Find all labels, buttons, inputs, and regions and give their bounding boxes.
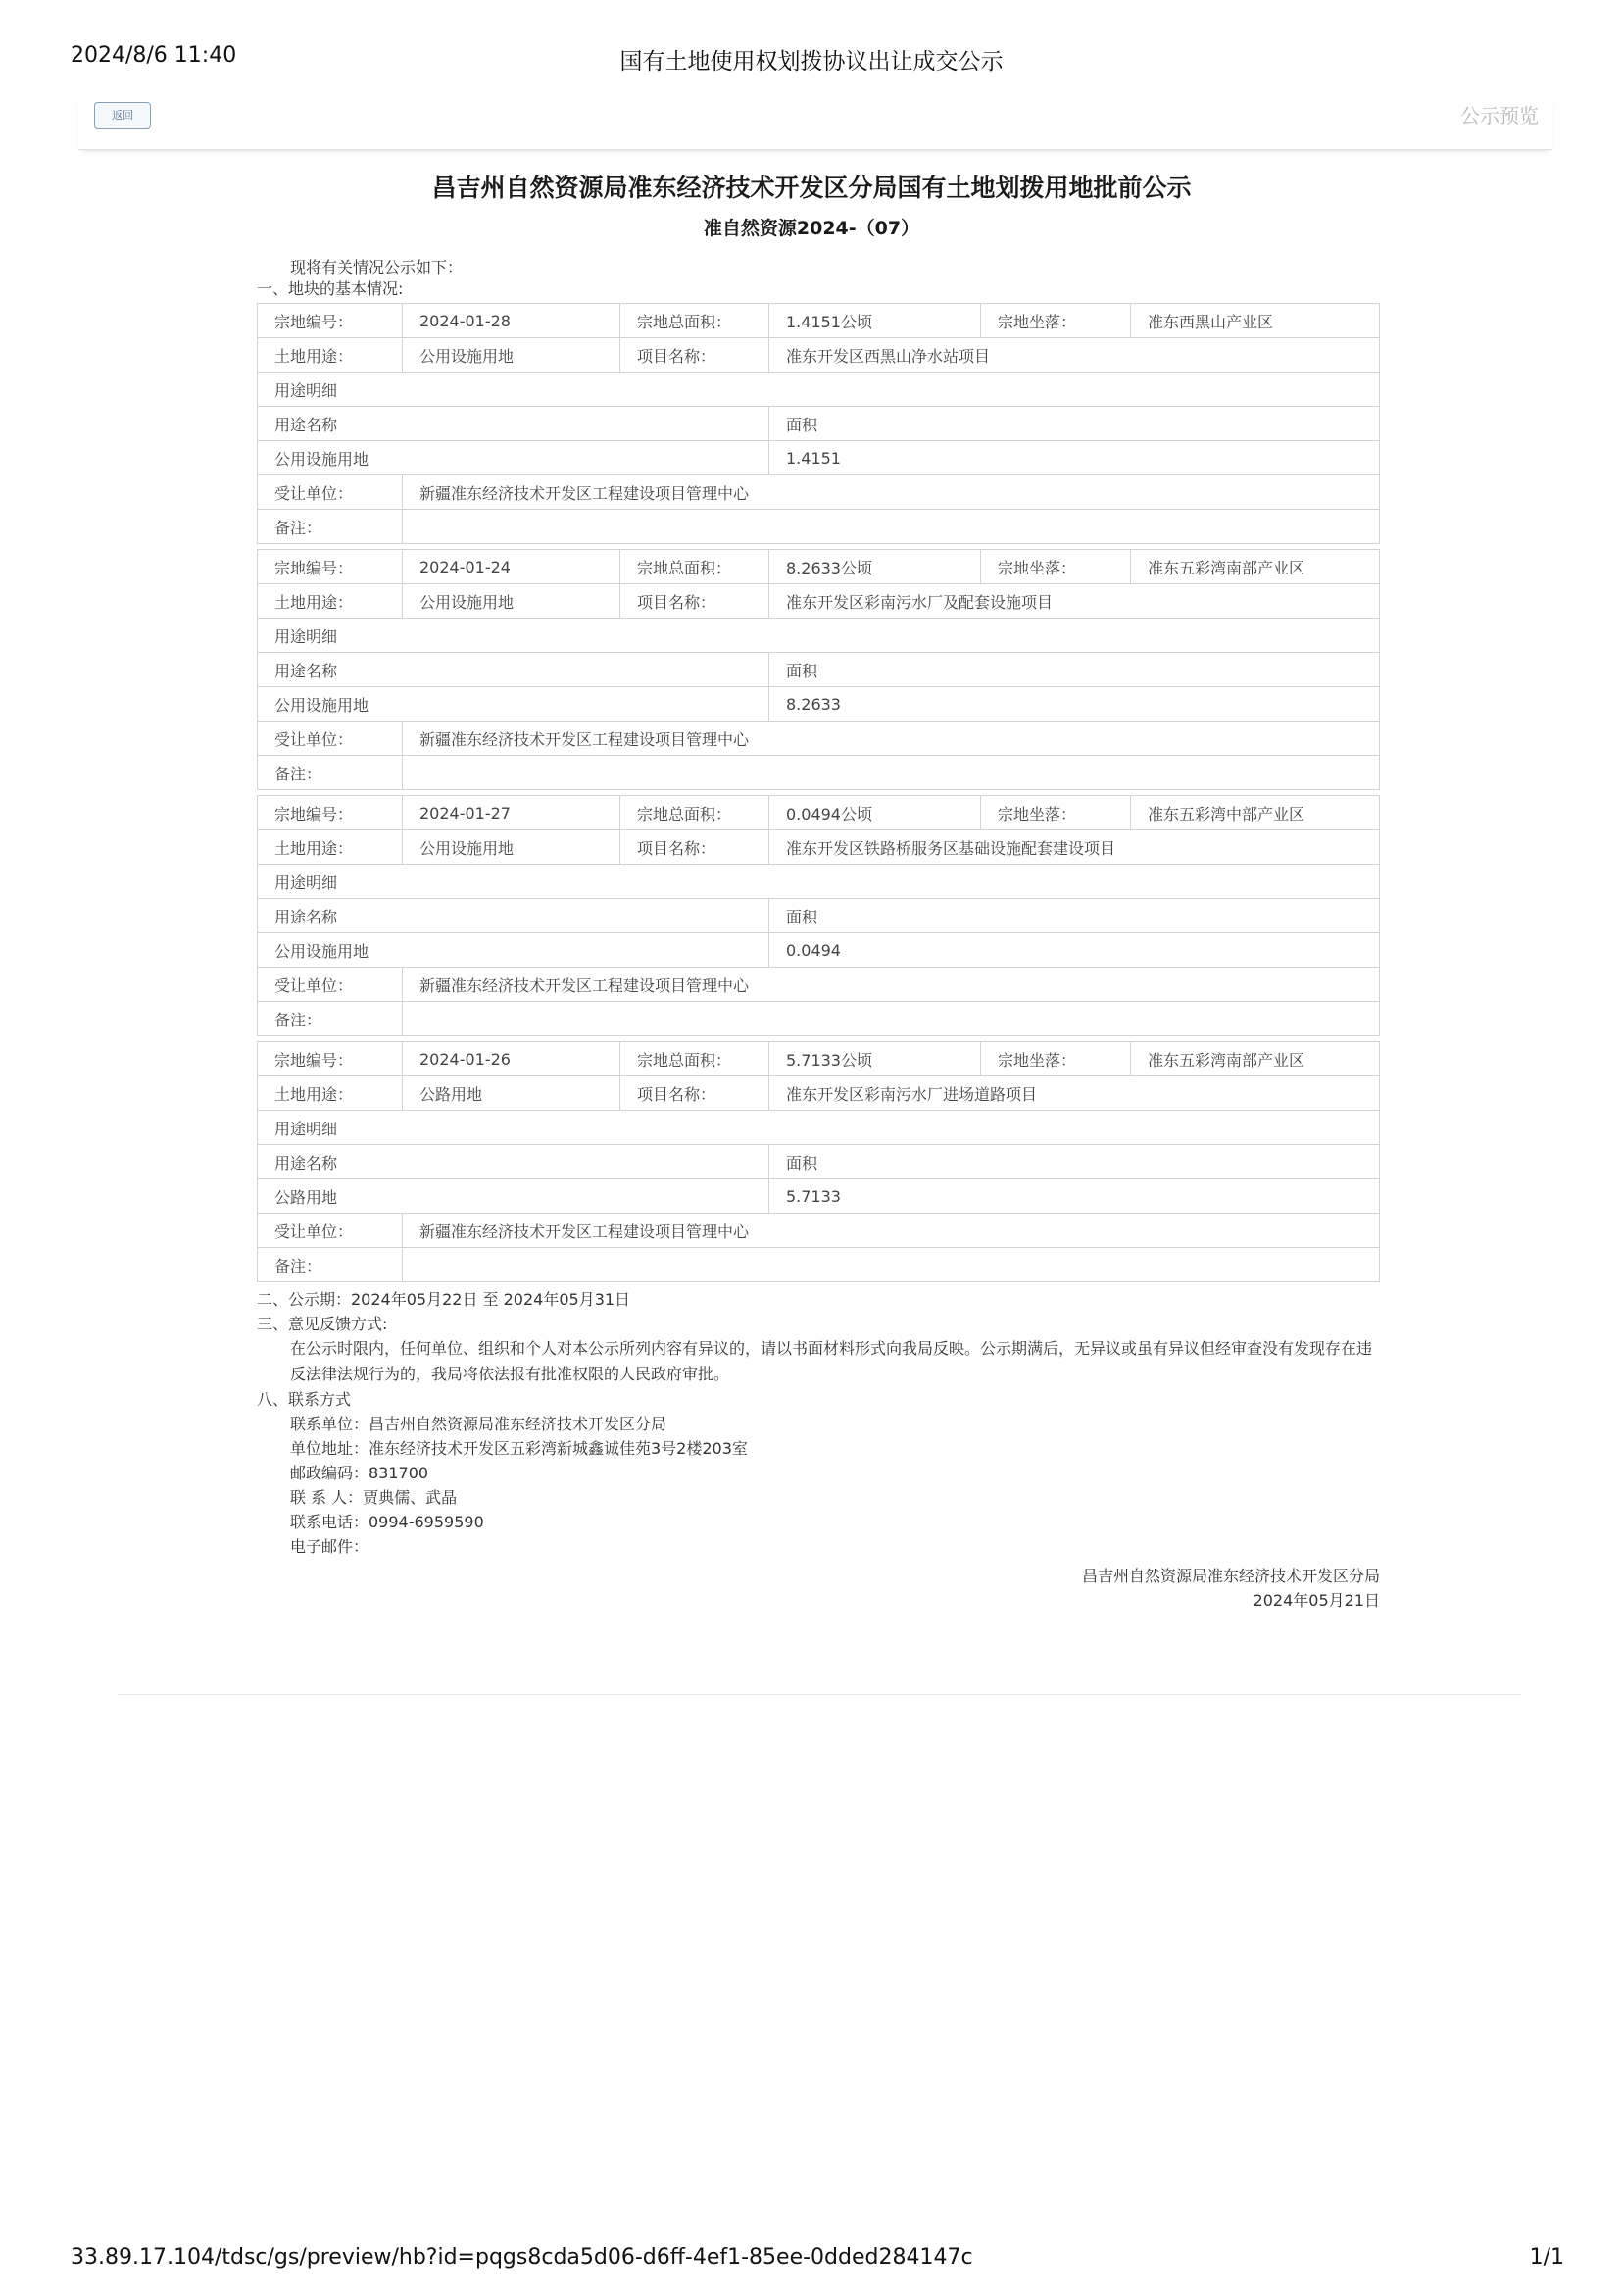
grantee-value: 新疆准东经济技术开发区工程建设项目管理中心 (403, 1214, 1380, 1248)
contact-person: 联 系 人：贾典儒、武晶 (290, 1488, 458, 1507)
table-row (258, 304, 1380, 338)
detail-area-value: 5.7133 (769, 1179, 1380, 1214)
total-area-value: 1.4151公顷 (769, 304, 981, 338)
table-row (258, 550, 1380, 584)
back-button[interactable]: 返回 (94, 102, 151, 129)
print-footer-url: 33.89.17.104/tdsc/gs/preview/hb?id=pqgs8cda5d06-d6ff-4ef1-85ee-0dded284147c (71, 2245, 973, 2270)
remarks-label: 备注： (258, 756, 403, 790)
table-row (258, 338, 1380, 373)
total-area-value: 0.0494公顷 (769, 796, 981, 830)
location-value: 准东西黑山产业区 (1131, 304, 1380, 338)
location-label: 宗地坐落： (981, 796, 1131, 830)
remarks-label: 备注： (258, 1002, 403, 1036)
detail-area-value: 8.2633 (769, 687, 1380, 722)
grantee-label: 受让单位： (258, 1214, 403, 1248)
table-row (258, 1042, 1380, 1076)
location-label: 宗地坐落： (981, 304, 1131, 338)
land-use-value: 公用设施用地 (403, 584, 620, 619)
table-row (258, 441, 1380, 475)
parcel-no-value: 2024-01-28 (403, 304, 620, 338)
total-area-label: 宗地总面积： (620, 550, 769, 584)
preview-label: 公示预览 (1460, 104, 1539, 127)
notice-body (257, 257, 1382, 1613)
parcel-tables (257, 303, 1382, 1282)
table-row (258, 1145, 1380, 1179)
table-row (258, 756, 1380, 790)
use-detail-heading: 用途明细 (258, 619, 1380, 653)
table-row (258, 722, 1380, 756)
top-bar (78, 94, 1552, 150)
area-header: 面积 (769, 899, 1380, 933)
use-name-header: 用途名称 (258, 407, 769, 441)
remarks-value (403, 510, 1380, 544)
parcel-no-value: 2024-01-26 (403, 1042, 620, 1076)
table-row (258, 475, 1380, 510)
signature-date: 2024年05月21日 (1253, 1591, 1380, 1610)
location-value: 准东五彩湾中部产业区 (1131, 796, 1380, 830)
project-name-value: 准东开发区彩南污水厂及配套设施项目 (769, 584, 1380, 619)
table-row (258, 1179, 1380, 1214)
parcel-no-label: 宗地编号： (258, 796, 403, 830)
contact-email: 电子邮件： (290, 1537, 369, 1556)
parcel-table (257, 795, 1380, 1036)
project-name-value: 准东开发区铁路桥服务区基础设施配套建设项目 (769, 830, 1380, 865)
section-parcel-info-heading: 一、地块的基本情况: (257, 279, 404, 298)
print-header-title: 国有土地使用权划拨协议出让成交公示 (619, 49, 1004, 75)
use-name-header: 用途名称 (258, 653, 769, 687)
use-name-header: 用途名称 (258, 899, 769, 933)
use-name-header: 用途名称 (258, 1145, 769, 1179)
notice-title: 昌吉州自然资源局准东经济技术开发区分局国有土地划拨用地批前公示 (431, 174, 1192, 202)
parcel-no-label: 宗地编号： (258, 1042, 403, 1076)
contact-heading: 八、联系方式 (257, 1390, 352, 1409)
parcel-no-value: 2024-01-27 (403, 796, 620, 830)
table-row (258, 510, 1380, 544)
remarks-value (403, 1002, 1380, 1036)
print-footer-page: 1/1 (1529, 2245, 1564, 2270)
project-name-label: 项目名称： (620, 338, 769, 373)
table-row (258, 1248, 1380, 1282)
notice-number: 准自然资源2024-（07） (703, 218, 920, 239)
table-row (258, 1214, 1380, 1248)
use-detail-heading: 用途明细 (258, 1111, 1380, 1145)
feedback-paragraph: 在公示时限内，任何单位、组织和个人对本公示所列内容有异议的，请以书面材料形式向我局反映。公示期满后，无异议或虽有异议但经审查没有发现存在违反法律法规行为的，我局将依法报有批准权限的人民政府审批。 (290, 1339, 1373, 1383)
table-row (258, 1002, 1380, 1036)
table-row (258, 899, 1380, 933)
signature-block (257, 1564, 1382, 1613)
parcel-table (257, 1041, 1380, 1282)
table-row (258, 653, 1380, 687)
intro-text: 现将有关情况公示如下： (290, 258, 464, 276)
parcel-no-label: 宗地编号： (258, 304, 403, 338)
project-name-label: 项目名称： (620, 1076, 769, 1111)
grantee-value: 新疆准东经济技术开发区工程建设项目管理中心 (403, 968, 1380, 1002)
detail-use-value: 公用设施用地 (258, 933, 769, 968)
location-label: 宗地坐落： (981, 550, 1131, 584)
project-name-value: 准东开发区彩南污水厂进场道路项目 (769, 1076, 1380, 1111)
contact-address: 单位地址：准东经济技术开发区五彩湾新城鑫诚佳苑3号2楼203室 (290, 1439, 748, 1458)
location-value: 准东五彩湾南部产业区 (1131, 550, 1380, 584)
project-name-label: 项目名称： (620, 584, 769, 619)
use-detail-heading: 用途明细 (258, 373, 1380, 407)
publicity-period: 二、公示期：2024年05月22日 至 2024年05月31日 (257, 1290, 631, 1309)
table-row (258, 796, 1380, 830)
detail-use-value: 公路用地 (258, 1179, 769, 1214)
table-row (258, 619, 1380, 653)
grantee-label: 受让单位： (258, 722, 403, 756)
area-header: 面积 (769, 407, 1380, 441)
land-use-value: 公用设施用地 (403, 338, 620, 373)
land-use-label: 土地用途： (258, 584, 403, 619)
remarks-value (403, 756, 1380, 790)
land-use-label: 土地用途： (258, 338, 403, 373)
land-use-value: 公路用地 (403, 1076, 620, 1111)
contact-unit: 联系单位：昌吉州自然资源局准东经济技术开发区分局 (290, 1415, 667, 1433)
table-row (258, 1076, 1380, 1111)
parcel-table (257, 549, 1380, 790)
detail-area-value: 1.4151 (769, 441, 1380, 475)
total-area-value: 5.7133公顷 (769, 1042, 981, 1076)
land-use-value: 公用设施用地 (403, 830, 620, 865)
area-header: 面积 (769, 653, 1380, 687)
grantee-label: 受让单位： (258, 475, 403, 510)
parcel-no-value: 2024-01-24 (403, 550, 620, 584)
contact-phone: 联系电话：0994-6959590 (290, 1513, 484, 1531)
land-use-label: 土地用途： (258, 830, 403, 865)
contact-postcode: 邮政编码：831700 (290, 1464, 429, 1482)
total-area-label: 宗地总面积： (620, 304, 769, 338)
total-area-label: 宗地总面积： (620, 796, 769, 830)
project-name-value: 准东开发区西黑山净水站项目 (769, 338, 1380, 373)
detail-use-value: 公用设施用地 (258, 441, 769, 475)
table-row (258, 865, 1380, 899)
use-detail-heading: 用途明细 (258, 865, 1380, 899)
total-area-value: 8.2633公顷 (769, 550, 981, 584)
feedback-heading: 三、意见反馈方式: (257, 1315, 388, 1333)
signature-org: 昌吉州自然资源局准东经济技术开发区分局 (1081, 1567, 1380, 1585)
location-value: 准东五彩湾南部产业区 (1131, 1042, 1380, 1076)
area-header: 面积 (769, 1145, 1380, 1179)
remarks-label: 备注： (258, 1248, 403, 1282)
footer-divider (118, 1694, 1521, 1695)
grantee-label: 受让单位： (258, 968, 403, 1002)
parcel-no-label: 宗地编号： (258, 550, 403, 584)
detail-area-value: 0.0494 (769, 933, 1380, 968)
location-label: 宗地坐落： (981, 1042, 1131, 1076)
project-name-label: 项目名称： (620, 830, 769, 865)
table-row (258, 407, 1380, 441)
table-row (258, 373, 1380, 407)
print-header-datetime: 2024/8/6 11:40 (71, 43, 237, 68)
land-use-label: 土地用途： (258, 1076, 403, 1111)
detail-use-value: 公用设施用地 (258, 687, 769, 722)
table-row (258, 968, 1380, 1002)
grantee-value: 新疆准东经济技术开发区工程建设项目管理中心 (403, 722, 1380, 756)
table-row (258, 830, 1380, 865)
total-area-label: 宗地总面积： (620, 1042, 769, 1076)
table-row (258, 687, 1380, 722)
remarks-value (403, 1248, 1380, 1282)
table-row (258, 1111, 1380, 1145)
table-row (258, 584, 1380, 619)
parcel-table (257, 303, 1380, 544)
table-row (258, 933, 1380, 968)
remarks-label: 备注： (258, 510, 403, 544)
grantee-value: 新疆准东经济技术开发区工程建设项目管理中心 (403, 475, 1380, 510)
